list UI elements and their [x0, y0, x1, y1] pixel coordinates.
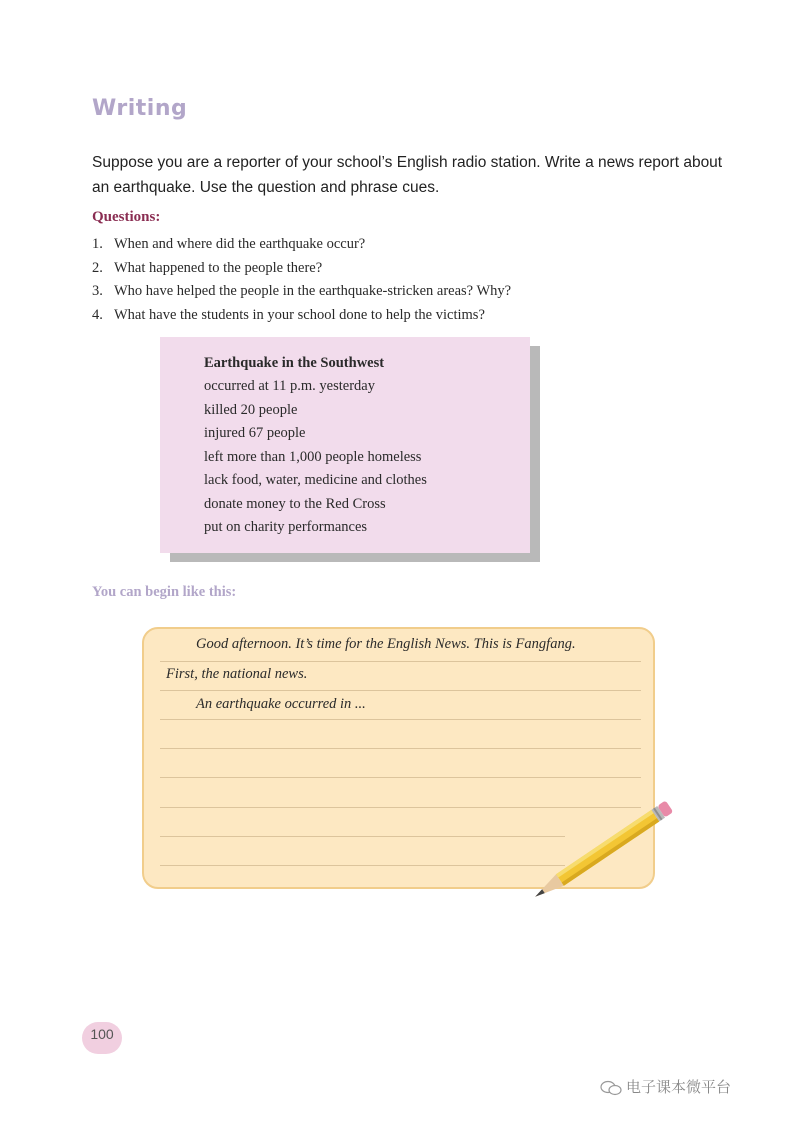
- cue-card-title: Earthquake in the Southwest: [204, 355, 385, 371]
- question-item: [92, 257, 511, 281]
- sample-line-3: An earthquake occurred in ...: [196, 696, 366, 712]
- questions-label: Questions:: [92, 209, 161, 225]
- question-list: [92, 233, 511, 327]
- ruled-line: [160, 748, 641, 749]
- question-number: 1.: [92, 236, 103, 252]
- ruled-line: [160, 836, 565, 837]
- sample-line-2: First, the national news.: [166, 666, 308, 682]
- cue-line: left more than 1,000 people homeless: [204, 448, 422, 465]
- cue-card: [160, 337, 530, 553]
- watermark: [600, 1076, 731, 1097]
- watermark-text: 电子课本微平台: [626, 1078, 732, 1096]
- ruled-line: [160, 865, 565, 866]
- ruled-line: [160, 661, 641, 662]
- question-item: [92, 304, 511, 328]
- cue-line: lack food, water, medicine and clothes: [204, 472, 427, 488]
- cue-line: killed 20 people: [204, 401, 298, 418]
- cue-line: donate money to the Red Cross: [204, 495, 386, 512]
- cue-line: put on charity performances: [204, 519, 368, 535]
- cue-line: injured 67 people: [204, 425, 306, 441]
- ruled-line: [160, 807, 641, 808]
- question-item: [92, 280, 511, 304]
- question-text: Who have helped the people in the earthquake-stricken areas? Why?: [114, 283, 512, 299]
- wechat-icon: [600, 1080, 622, 1096]
- instructions: Suppose you are a reporter of your school’s English radio station. Write a news report about an earthquake. Use the question and phrase cues.: [92, 154, 723, 196]
- question-text: What have the students in your school done to help the victims?: [114, 306, 485, 323]
- question-text: What happened to the people there?: [114, 259, 323, 276]
- question-item: [92, 233, 511, 257]
- question-number: 4.: [92, 306, 103, 323]
- question-number: 2.: [92, 259, 103, 276]
- section-title: Writing: [92, 96, 188, 121]
- cue-line: occurred at 11 p.m. yesterday: [204, 378, 375, 394]
- question-number: 3.: [92, 283, 103, 299]
- sample-line-1: Good afternoon. It’s time for the English News. This is Fangfang.: [196, 636, 576, 652]
- begin-label: You can begin like this:: [92, 584, 237, 600]
- ruled-line: [160, 777, 641, 778]
- question-text: When and where did the earthquake occur?: [114, 236, 366, 252]
- ruled-line: [160, 690, 641, 691]
- ruled-line: [160, 719, 641, 720]
- page-number: 100: [82, 1022, 122, 1054]
